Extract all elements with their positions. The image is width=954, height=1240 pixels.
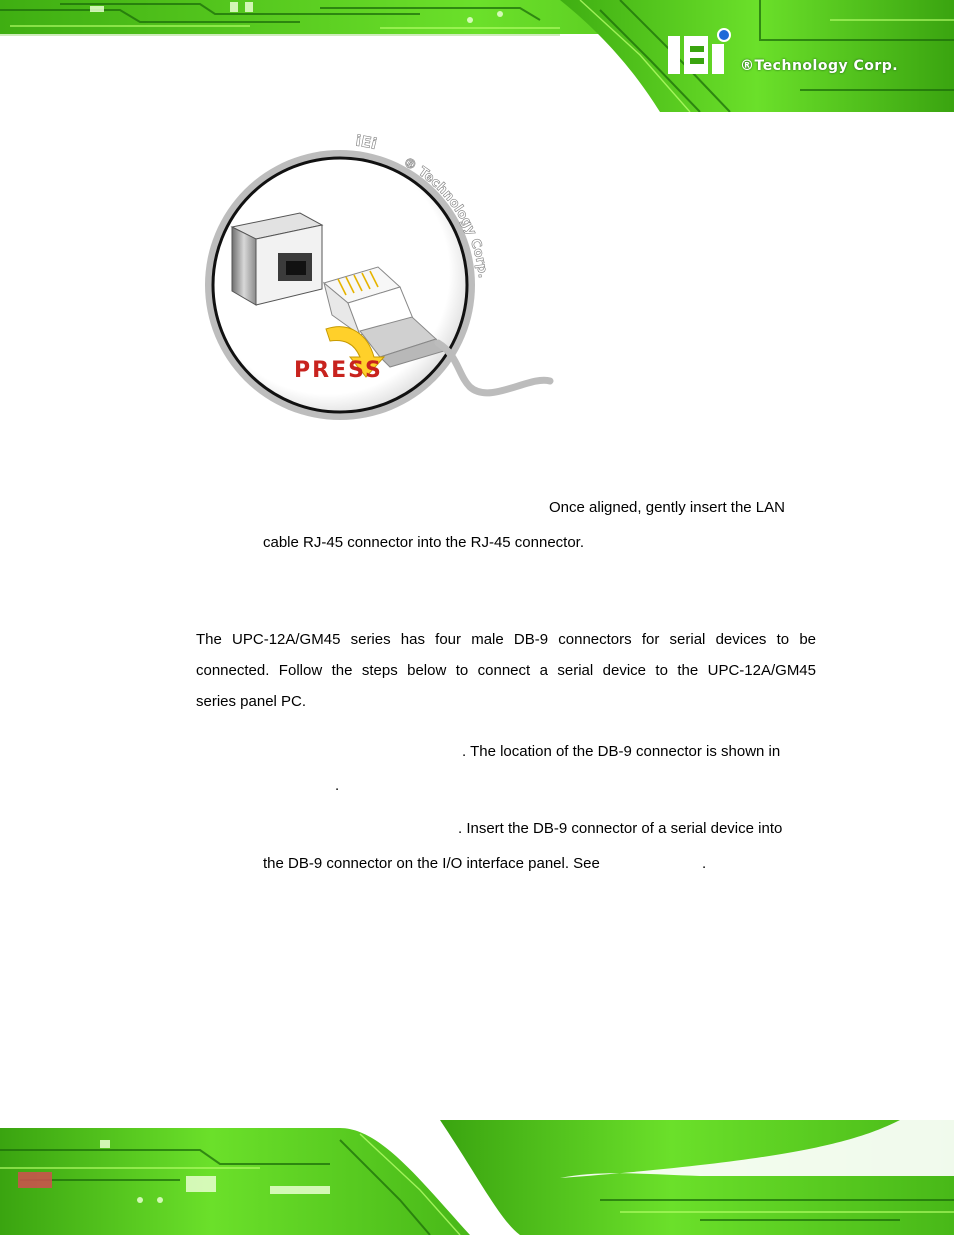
- brand-tagline: ®Technology Corp.: [740, 58, 899, 74]
- serial-intro-paragraph: [196, 624, 816, 717]
- step2-text-line1: . Insert the DB-9 connector of a serial device into: [458, 820, 783, 837]
- rj45-jack-icon: [232, 213, 322, 305]
- step2-text-line2: the DB-9 connector on the I/O interface panel. See: [263, 855, 600, 872]
- page-footer-banner: [0, 1120, 954, 1235]
- page-header-banner: [0, 0, 954, 112]
- step1-text-line1: . The location of the DB-9 connector is shown in: [462, 743, 781, 760]
- press-label: PRESS: [294, 358, 383, 383]
- serial-para-line1: The UPC-12A/GM45 series has four male DB-9 connectors for serial devices to be: [196, 631, 816, 648]
- lan-step-text-line2: cable RJ-45 connector into the RJ-45 connector.: [263, 534, 585, 551]
- step1-text-line2: .: [335, 777, 340, 794]
- pcb-footer-graphic: [0, 1120, 954, 1235]
- serial-para-line2: connected. Follow the steps below to connect a serial device to the UPC-12A/GM45: [196, 662, 816, 679]
- lan-connection-figure: [200, 125, 560, 435]
- step2-text-line2-end: .: [702, 855, 707, 872]
- pcb-header-graphic: [0, 0, 954, 112]
- serial-para-line3: series panel PC.: [196, 693, 307, 710]
- ring-brand-text: iEi: [354, 131, 379, 154]
- ring-tagline-text: ® Technology Corp.: [400, 154, 490, 279]
- rj45-illustration: [200, 125, 560, 435]
- lan-step-text-line1: Once aligned, gently insert the LAN: [549, 499, 785, 516]
